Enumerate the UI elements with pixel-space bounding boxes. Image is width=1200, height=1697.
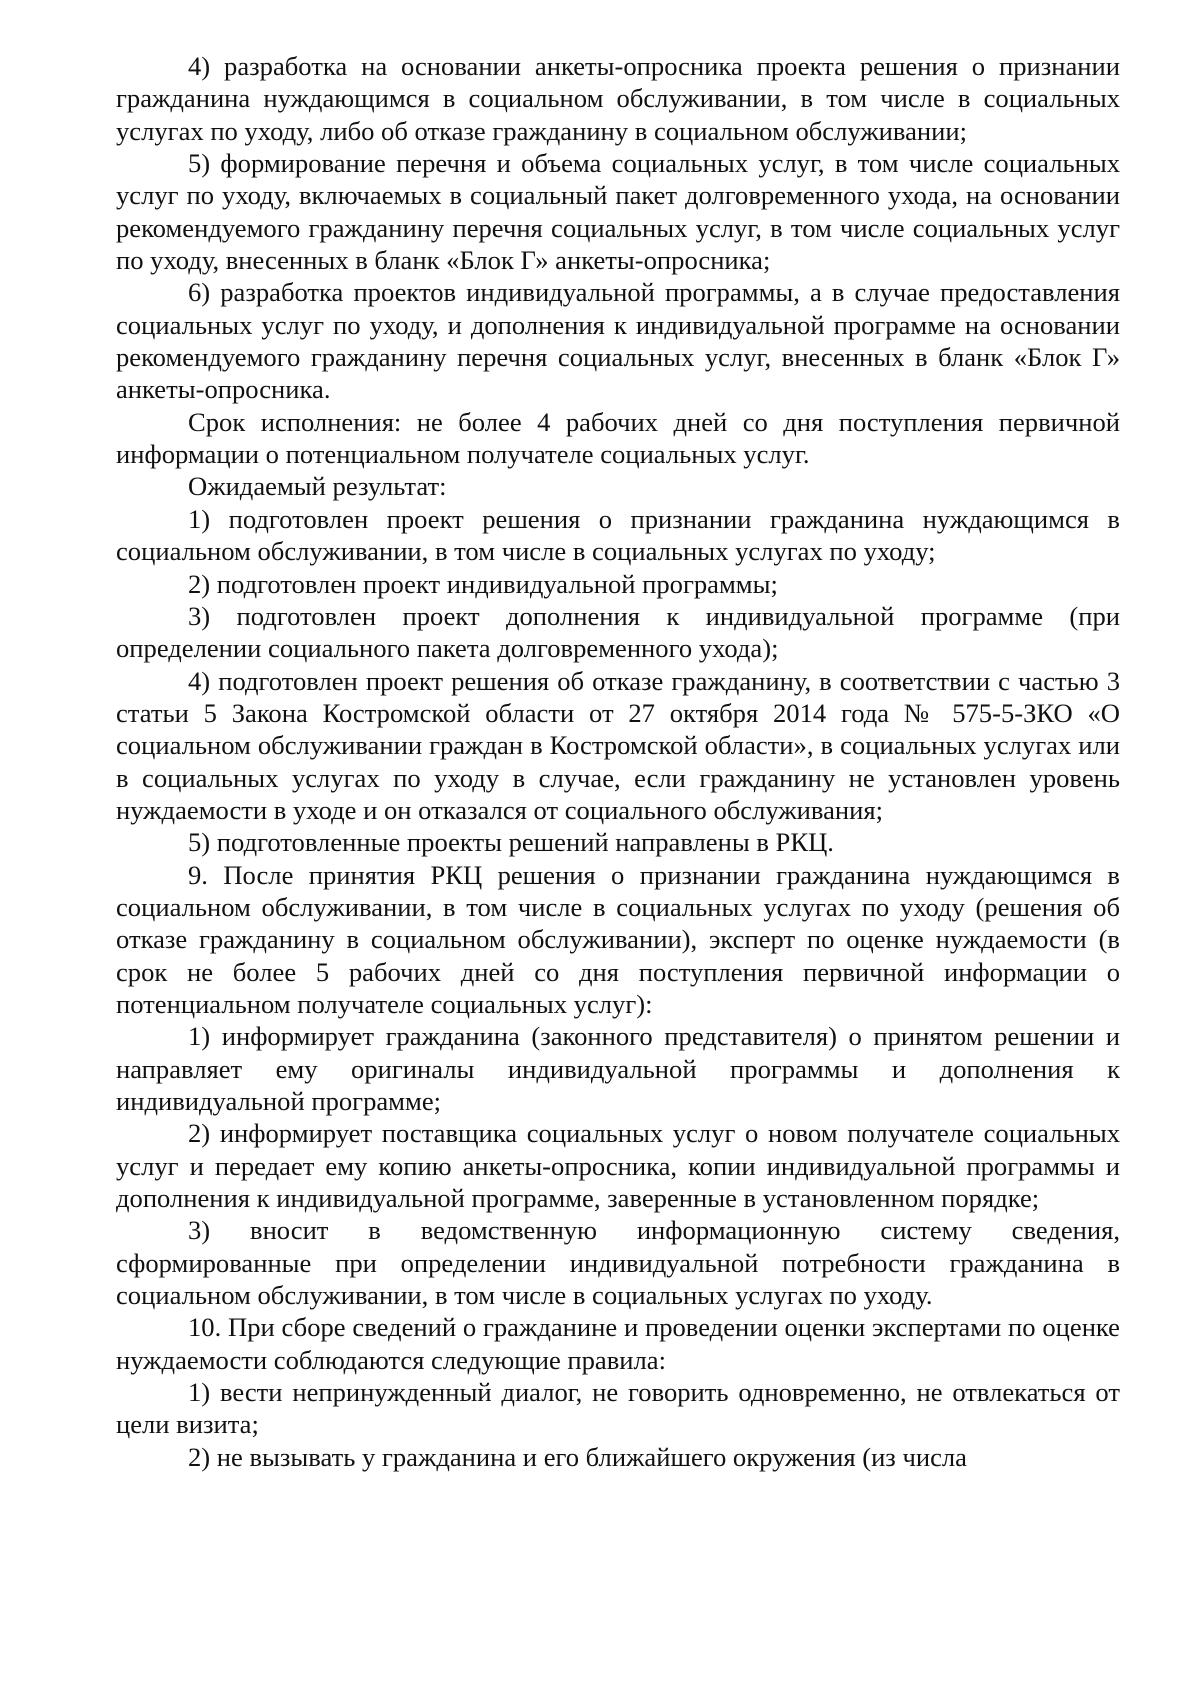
paragraph-section-9: 9. После принятия РКЦ решения о признании гражданина нуждающимся в социальном обслуживании, в том числе в социальных услугах по уходу (решения об отказе гражданину в социальном обслуживании), эксперт по оценке нуждаемости (в срок не более 5 рабочих дней со дня поступления первичной информации о потенциальном получателе социальных услуг): bbox=[116, 859, 1120, 1019]
paragraph-item-4-draft-decision: 4) разработка на основании анкеты-опросника проекта решения о признании гражданина нуждающимся в социальном обслуживании, в том числе в социальных услугах по уходу, либо об отказе гражданину в социальном обслуживании; bbox=[116, 51, 1120, 146]
paragraph-item-6-individual-program: 6) разработка проектов индивидуальной программы, а в случае предоставления социальных услуг по уходу, и дополнения к индивидуальной программе на основании рекомендуемого гражданину перечня социальных услуг, внесенных в бланк «Блок Г» анкеты-опросника. bbox=[116, 277, 1120, 405]
paragraph-deadline: Срок исполнения: не более 4 рабочих дней со дня поступления первичной информации о потенциальном получателе социальных услуг. bbox=[116, 406, 1120, 470]
paragraph-result-2: 2) подготовлен проект индивидуальной программы; bbox=[188, 568, 778, 599]
paragraph-result-1: 1) подготовлен проект решения о признании гражданина нуждающимся в социальном обслуживании, в том числе в социальных услугах по уходу; bbox=[116, 503, 1120, 567]
document-page bbox=[116, 50, 1120, 1473]
paragraph-section-10-rule-2: 2) не вызывать у гражданина и его ближайшего окружения (из числа bbox=[188, 1441, 967, 1472]
paragraph-section-10-rule-1: 1) вести непринужденный диалог, не говорить одновременно, не отвлекаться от цели визита; bbox=[116, 1377, 1120, 1440]
paragraph-result-5: 5) подготовленные проекты решений направлены в РКЦ. bbox=[188, 827, 834, 858]
paragraph-expected-result: Ожидаемый результат: bbox=[188, 471, 447, 502]
paragraph-section-9-item-2: 2) информирует поставщика социальных услуг о новом получателе социальных услуг и передает ему копию анкеты-опросника, копии индивидуальной программы и дополнения к индивидуальной программе, заверенные в установленном порядке; bbox=[116, 1118, 1120, 1214]
paragraph-section-10: 10. При сборе сведений о гражданине и проведении оценки экспертами по оценке нуждаемости соблюдаются следующие правила: bbox=[116, 1312, 1120, 1375]
paragraph-item-5-services-list: 5) формирование перечня и объема социальных услуг, в том числе социальных услуг по уходу, включаемых в социальный пакет долговременного ухода, на основании рекомендуемого гражданину перечня социальных услуг, в том числе социальных услуг по уходу, внесенных в бланк «Блок Г» анкеты-опросника; bbox=[116, 148, 1120, 276]
paragraph-section-9-item-3: 3) вносит в ведомственную информационную систему сведения, сформированные при определении индивидуальной потребности гражданина в социальном обслуживании, в том числе в социальных услугах по уходу. bbox=[116, 1215, 1120, 1311]
paragraph-result-3: 3) подготовлен проект дополнения к индивидуальной программе (при определении социального пакета долговременного ухода); bbox=[116, 600, 1120, 664]
paragraph-section-9-item-1: 1) информирует гражданина (законного представителя) о принятом решении и направляет ему оригиналы индивидуальной программы и дополнения к индивидуальной программе; bbox=[116, 1021, 1120, 1116]
paragraph-result-4: 4) подготовлен проект решения об отказе гражданину, в соответствии с частью 3 статьи 5 Закона Костромской области от 27 октября 2014 года № 575-5-ЗКО «О социальном обслуживании граждан в Костромской области», в социальных услугах или в социальных услугах по уходу в случае, если гражданину не установлен уровень нуждаемости в уходе и он отказался от социального обслуживания; bbox=[116, 665, 1120, 825]
